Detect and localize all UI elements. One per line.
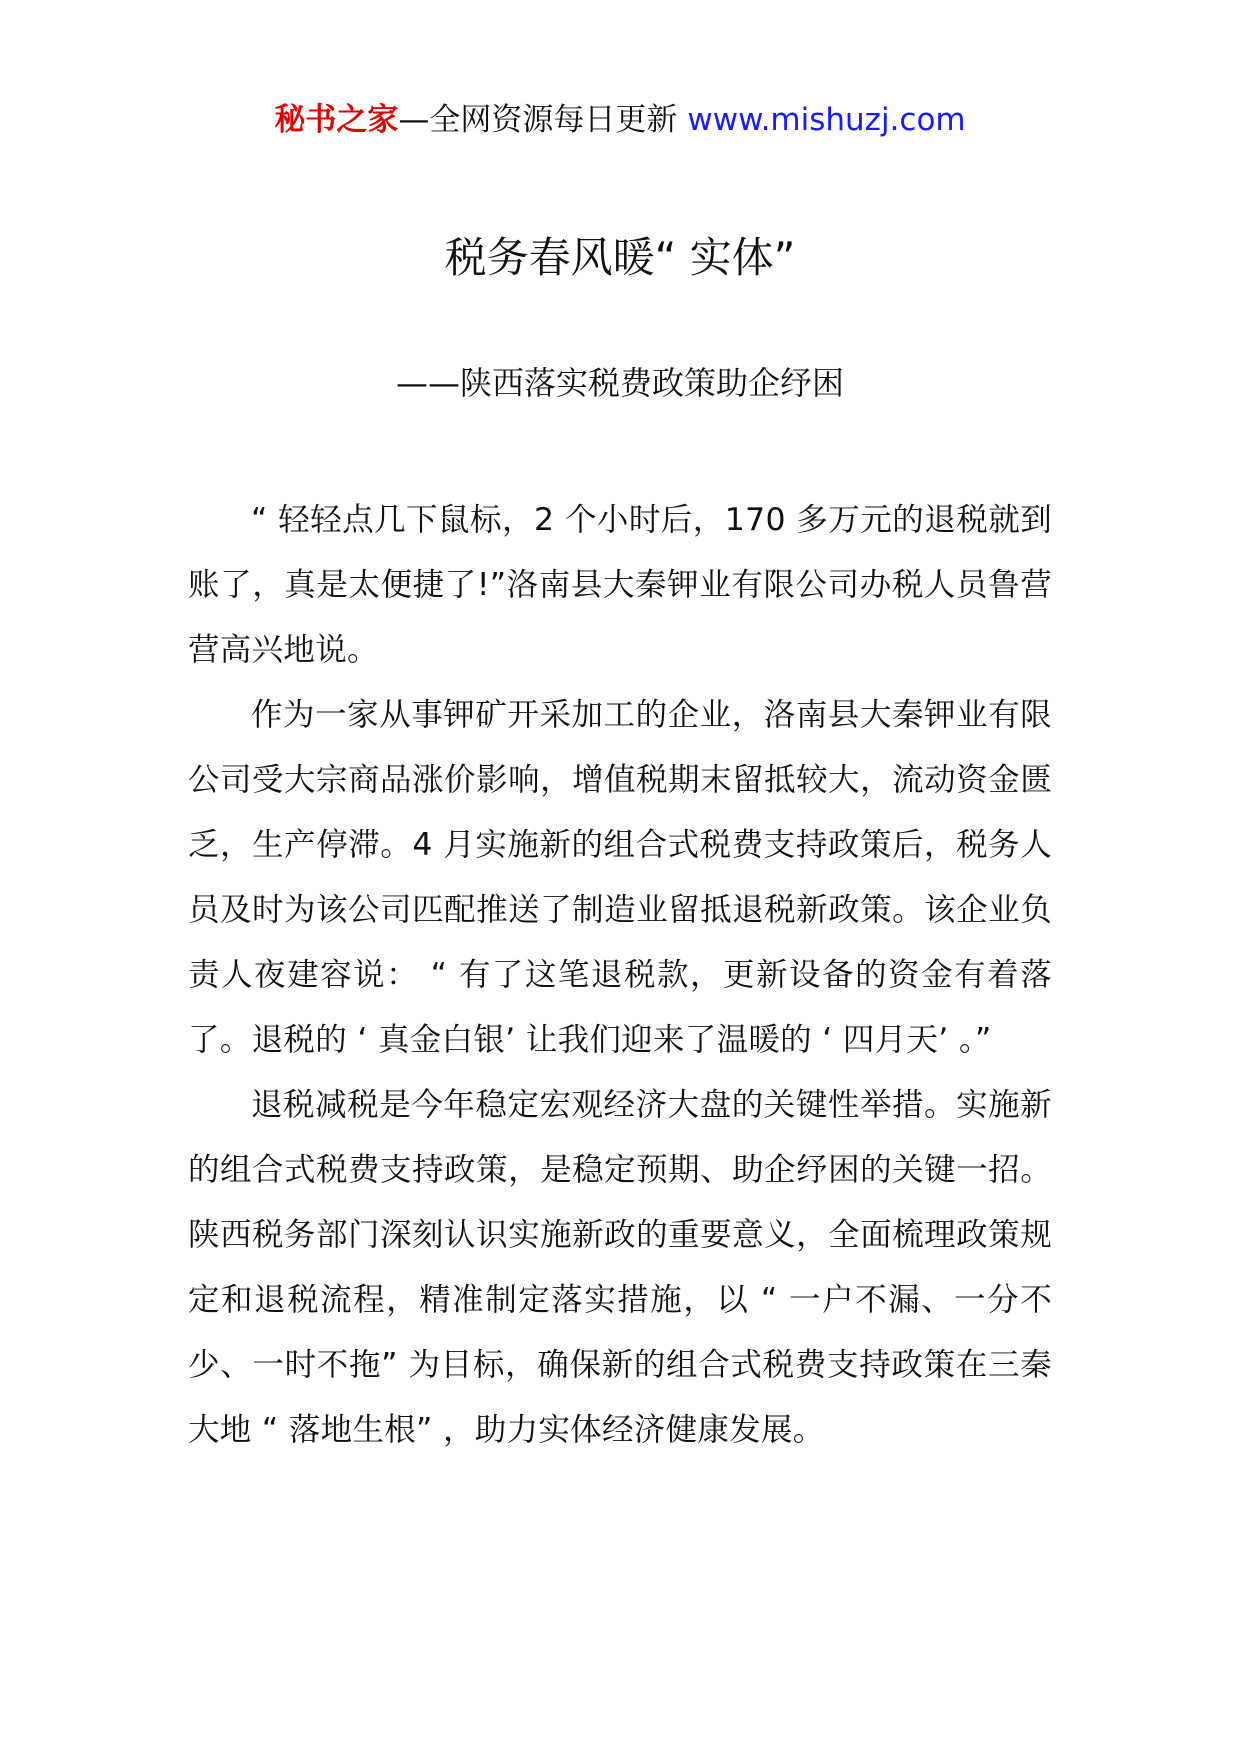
document-subtitle: ——陕西落实税费政策助企纾困 [395, 364, 844, 402]
paragraph-1: “ 轻轻点几下鼠标，2 个小时后，170 多万元的退税就到账了，真是太便捷了!”洛南县大秦钾业有限公司办税人员鲁营营高兴地说。 [188, 502, 1052, 668]
site-link[interactable]: www.mishuzj.com [687, 102, 966, 138]
document-title: 税务春风暖“ 实体” [444, 233, 796, 282]
header-tagline: —全网资源每日更新 [398, 102, 678, 138]
brand-name: 秘书之家 [274, 102, 399, 138]
paragraph-2: 作为一家从事钾矿开采加工的企业，洛南县大秦钾业有限公司受大宗商品涨价影响，增值税期末留抵较大，流动资金匮乏，生产停滞。4 月实施新的组合式税费支持政策后，税务人员及时为该公司匹配推送了制造业留抵退税新政策。该企业负责人夜建容说： “ 有了这笔退税款，更新设备的资金有着落了。退税的 ‘ 真金白银’ 让我们迎来了温暖的 ‘ 四月天’ 。” [188, 697, 1052, 1058]
article-body [188, 488, 1052, 1463]
paragraph-3: 退税减税是今年稳定宏观经济大盘的关键性举措。实施新的组合式税费支持政策，是稳定预期、助企纾困的关键一招。陕西税务部门深刻认识实施新政的重要意义，全面梳理政策规定和退税流程，精准制定落实措施，以 “ 一户不漏、一分不少、一时不拖” 为目标，确保新的组合式税费支持政策在三秦大地 “ 落地生根” ，助力实体经济健康发展。 [188, 1087, 1052, 1448]
page-header [0, 98, 1240, 142]
